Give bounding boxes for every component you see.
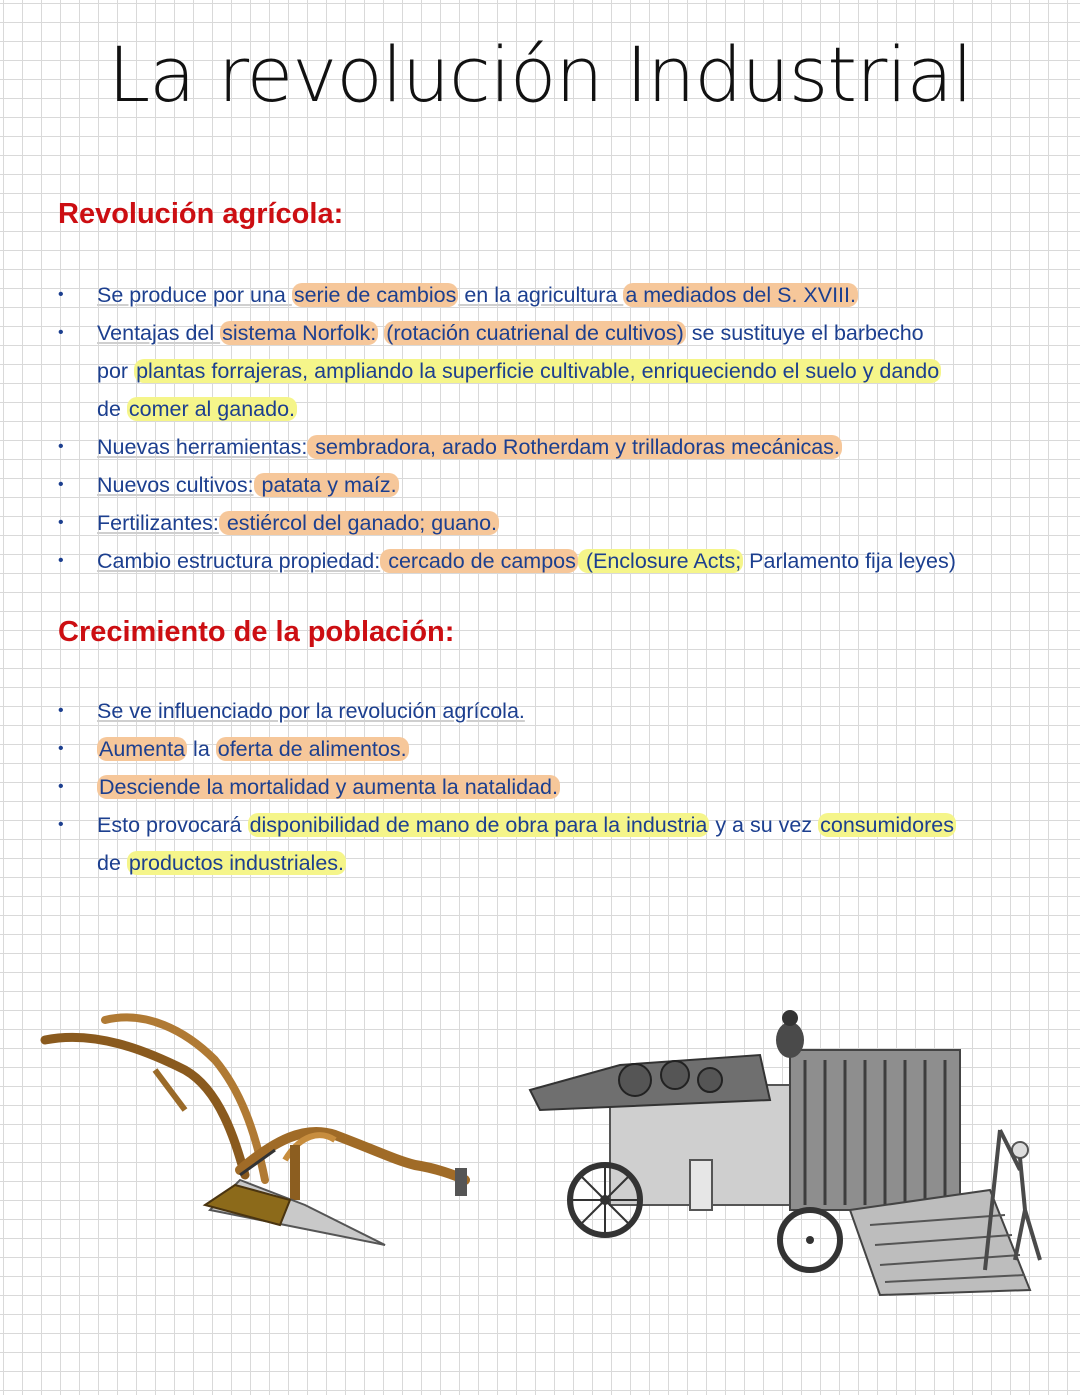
bullet-icon: • — [58, 476, 64, 493]
section-heading-population-growth: Crecimiento de la población: — [58, 616, 455, 648]
threshing-machine-illustration — [520, 1010, 1065, 1300]
plough-illustration — [35, 1010, 495, 1250]
list-item: • Ventajas del sistema Norfolk: (rotación cuatrienal de cultivos) se sustituye el barbecho — [0, 314, 1080, 352]
list-item-continuation: de productos industriales. — [97, 851, 345, 875]
page-title: La revolución Industrial — [107, 30, 973, 119]
section-heading-agricultural-revolution: Revolución agrícola: — [58, 198, 344, 230]
list-item: • Cambio estructura propiedad: cercado de campos (Enclosure Acts; Parlamento fija leyes) — [0, 542, 1080, 580]
bullet-icon: • — [58, 324, 64, 341]
list-item: • Aumenta la oferta de alimentos. — [0, 730, 1080, 768]
list-item: • Desciende la mortalidad y aumenta la natalidad. — [0, 768, 1080, 806]
list-item: • Se ve influenciado por la revolución agrícola. — [0, 692, 1080, 730]
bullet-icon: • — [58, 514, 64, 531]
bullet-icon: • — [58, 702, 64, 719]
list-item: • Esto provocará disponibilidad de mano de obra para la industria y a su vez consumidores — [0, 806, 1080, 844]
list-item: • Nuevos cultivos: patata y maíz. — [0, 466, 1080, 504]
agricultural-revolution-list — [0, 276, 1080, 580]
list-item-continuation: por plantas forrajeras, ampliando la superficie cultivable, enriqueciendo el suelo y dando — [97, 359, 940, 383]
bullet-icon: • — [58, 286, 64, 303]
list-item: • Se produce por una serie de cambios en la agricultura a mediados del S. XVIII. — [0, 276, 1080, 314]
bullet-icon: • — [58, 778, 64, 795]
bullet-icon: • — [58, 438, 64, 455]
bullet-icon: • — [58, 552, 64, 569]
bullet-icon: • — [58, 740, 64, 757]
list-item: • Fertilizantes: estiércol del ganado; guano. — [0, 504, 1080, 542]
bullet-icon: • — [58, 816, 64, 833]
list-item-continuation: de comer al ganado. — [97, 397, 296, 421]
population-growth-list — [0, 692, 1080, 882]
list-item: • Nuevas herramientas: sembradora, arado Rotherdam y trilladoras mecánicas. — [0, 428, 1080, 466]
